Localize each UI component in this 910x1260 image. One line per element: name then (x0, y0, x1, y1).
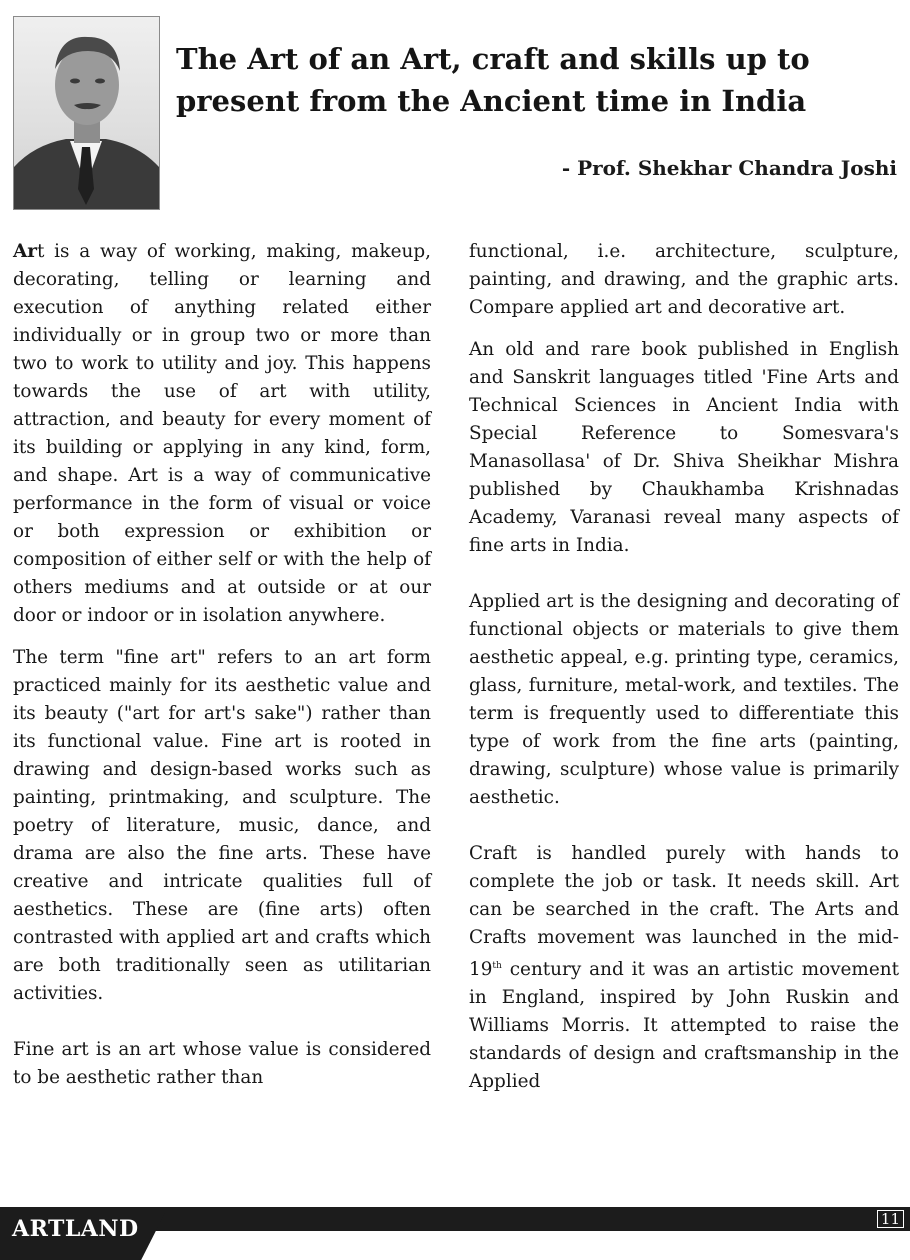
author-photo (13, 16, 160, 210)
article-title: The Art of an Art, craft and skills up to present from the Ancient time in India (176, 42, 810, 118)
paragraph: The term "fine art" refers to an art form practiced mainly for its aesthetic value and its beauty ("art for art's sake") rather than its functional value. Fine art is rooted in drawing and design-based works such as painting, printmaking, and sculpture. The poetry of literature, music, dance, and drama are also the fine arts. These have creative and intricate qualities full of aesthetics. These are (fine arts) often contrasted with applied art and crafts which are both traditionally seen as utilitarian activities. (13, 647, 431, 1004)
brand-logo: ARTLAND (12, 1216, 139, 1242)
paragraph: An old and rare book published in English and Sanskrit languages titled 'Fine Arts and Technical Sciences in Ancient India with Special Reference to Somesvara's Manasollasa' of Dr. Shiva Sheikhar Mishra published by Chaukhamba Krishnadas Academy, Varanasi reveal many aspects of fine arts in India. (469, 339, 899, 556)
paragraph (13, 238, 431, 630)
paragraph-text: Craft is handled purely with hands to complete the job or task. It needs skill. Art can be searched in the craft. The Arts and Crafts movement was launched in the mid-19 (469, 843, 899, 981)
paragraph: Fine art is an art whose value is considered to be aesthetic rather than (13, 1039, 431, 1088)
paragraph (469, 840, 899, 1096)
paragraph-text: century and it was an artistic movement in England, inspired by John Ruskin and Williams Morris. It attempted to raise the standards of design and craftsmanship in the Applied (469, 959, 899, 1093)
superscript: th (492, 961, 502, 971)
article-author: - Prof. Shekhar Chandra Joshi (561, 156, 897, 180)
portrait-illustration (14, 17, 159, 209)
paragraph: Applied art is the designing and decorating of functional objects or materials to give them aesthetic appeal, e.g. printing type, ceramics, glass, furniture, metal-work, and textiles. The term is frequently used to differentiate this type of work from the fine arts (painting, drawing, sculpture) whose value is primarily aesthetic. (469, 591, 899, 808)
paragraph: functional, i.e. architecture, sculpture, painting, and drawing, and the graphic arts. Compare applied art and decorative art. (469, 241, 899, 318)
drop-cap: Ar (13, 241, 37, 262)
page-footer (0, 1207, 910, 1260)
page-number: 11 (877, 1210, 904, 1228)
right-column (469, 238, 899, 1110)
left-column (13, 238, 431, 1106)
paragraph-text: t is a way of working, making, makeup, decorating, telling or learning and execution of anything related either individually or in group two or more than two to work to utility and joy. This happens towards the use of art with utility, attraction, and beauty for every moment of its building or applying in any kind, form, and shape. Art is a way of communicative performance in the form of visual or voice or both expression or exhibition or composition of either self or with the help of others mediums and at outside or at our door or indoor or in isolation anywhere. (13, 241, 431, 626)
